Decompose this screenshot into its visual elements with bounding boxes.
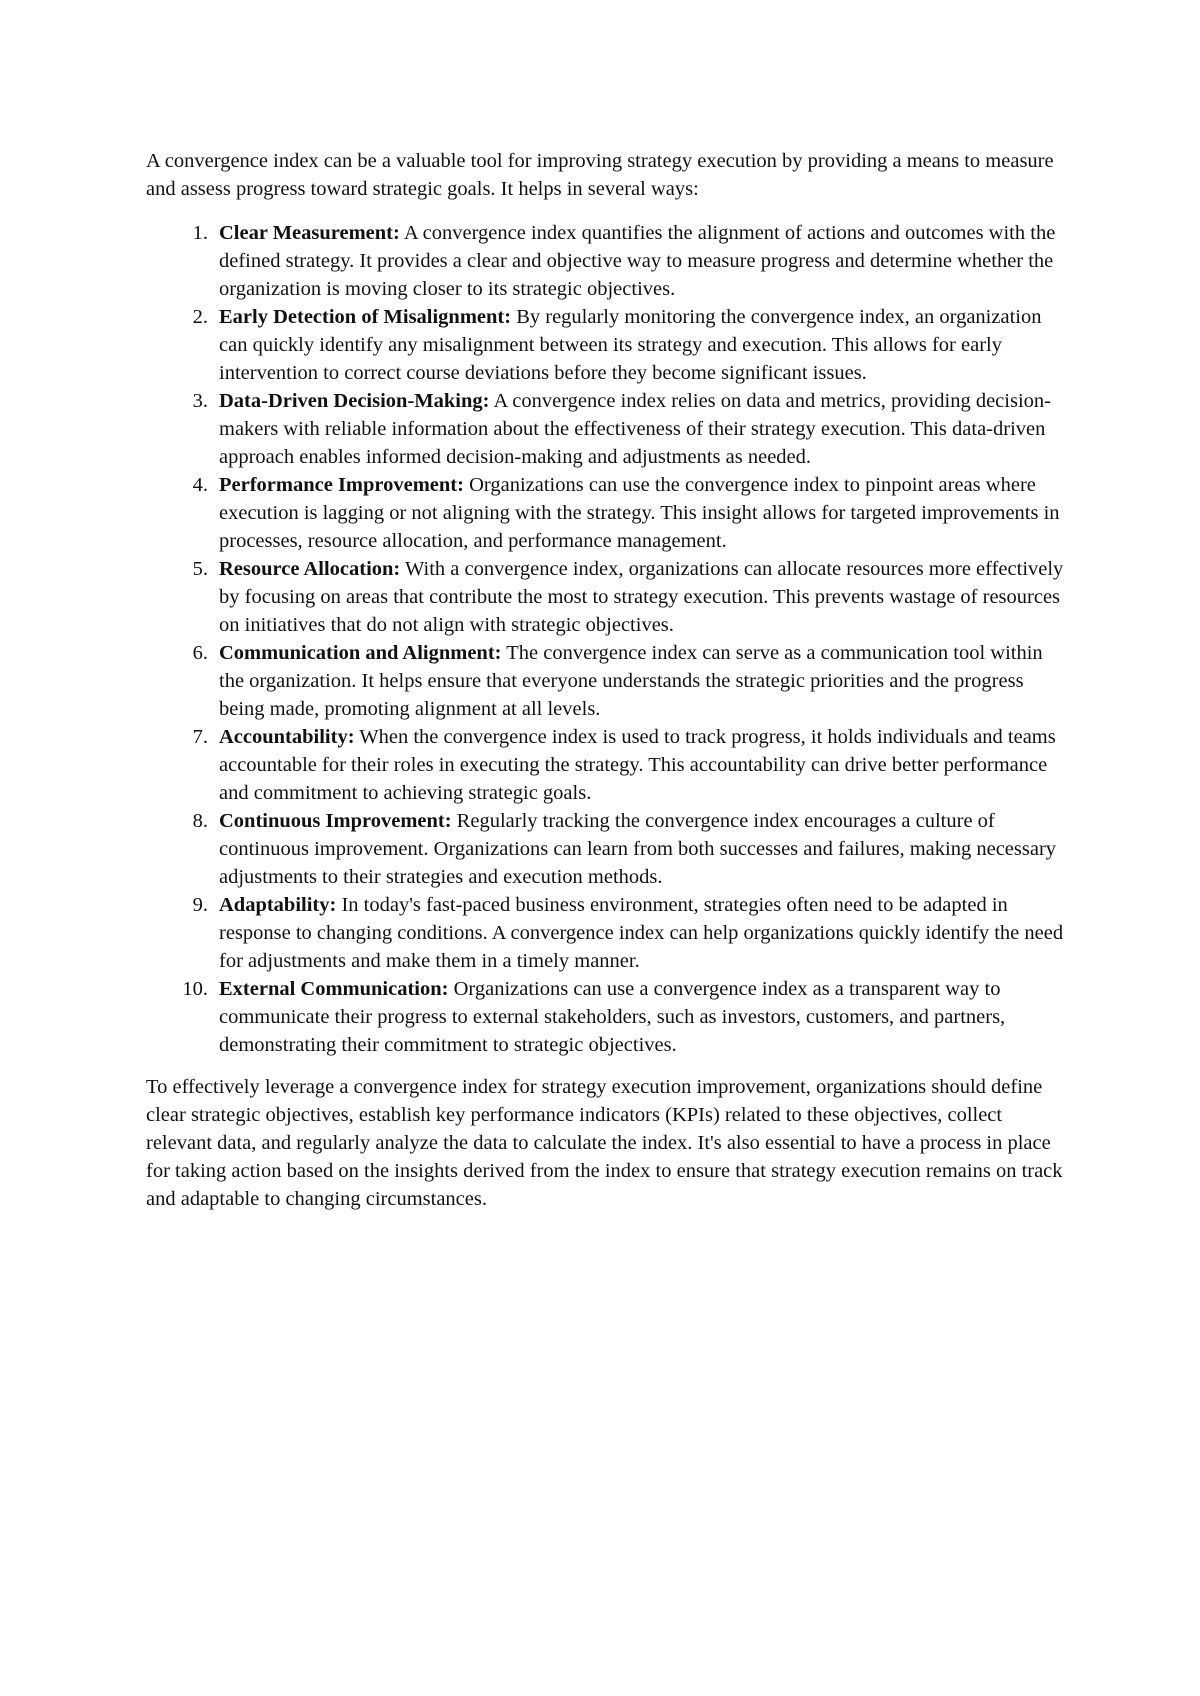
list-item-text: With a convergence index, organizations can allocate resources more effectively by focusing on areas that contribute the most to strategy execution. This prevents wastage of resources on initiatives that do not align with strategic objectives. bbox=[219, 558, 1064, 636]
list-item bbox=[146, 555, 1066, 639]
document-body bbox=[146, 147, 1066, 1213]
list-item-number: 10. bbox=[182, 978, 208, 1000]
list-item bbox=[146, 975, 1066, 1059]
list-item bbox=[146, 807, 1066, 891]
list-item-title: Data-Driven Decision-Making: bbox=[219, 390, 490, 412]
list-item-text: When the convergence index is used to track progress, it holds individuals and teams accountable for their roles in executing the strategy. This accountability can drive better performance and commitment to achieving strategic goals. bbox=[219, 726, 1056, 804]
list-item-number: 3. bbox=[192, 390, 208, 412]
list-item bbox=[146, 639, 1066, 723]
list-item-number: 2. bbox=[192, 306, 208, 328]
list-item-number: 1. bbox=[192, 222, 208, 244]
list-item-text: Organizations can use the convergence index to pinpoint areas where execution is lagging or not aligning with the strategy. This insight allows for targeted improvements in processes, resource allocation, and performance management. bbox=[219, 474, 1060, 552]
list-item-number: 6. bbox=[192, 642, 208, 664]
list-item bbox=[146, 891, 1066, 975]
list-item-title: External Communication: bbox=[219, 978, 449, 1000]
list-item-title: Accountability: bbox=[219, 726, 355, 748]
list-item-text: Regularly tracking the convergence index encourages a culture of continuous improvement. Organizations can learn from both successes and failures, making necessary adjustments to their strategies and execution methods. bbox=[219, 810, 1057, 888]
list-item-number: 7. bbox=[192, 726, 208, 748]
list-item-title: Communication and Alignment: bbox=[219, 642, 502, 664]
list-item-title: Clear Measurement: bbox=[219, 222, 400, 244]
list-item bbox=[146, 303, 1066, 387]
list-item-text: A convergence index quantifies the alignment of actions and outcomes with the defined strategy. It provides a clear and objective way to measure progress and determine whether the organization is moving closer to its strategic objectives. bbox=[219, 222, 1056, 300]
list-item-number: 8. bbox=[192, 810, 208, 832]
list-item-text: The convergence index can serve as a communication tool within the organization. It helps ensure that everyone understands the strategic priorities and the progress being made, promoting alignment at all levels. bbox=[219, 642, 1043, 720]
list-item-title: Continuous Improvement: bbox=[219, 810, 452, 832]
list-item-title: Early Detection of Misalignment: bbox=[219, 306, 512, 328]
list-item-text: In today's fast-paced business environment, strategies often need to be adapted in response to changing conditions. A convergence index can help organizations quickly identify the need for adjustments and make them in a timely manner. bbox=[219, 894, 1064, 972]
list-item-number: 9. bbox=[192, 894, 208, 916]
list-item bbox=[146, 387, 1066, 471]
intro-paragraph: A convergence index can be a valuable tool for improving strategy execution by providing a means to measure and assess progress toward strategic goals. It helps in several ways: bbox=[146, 150, 1054, 200]
closing-paragraph: To effectively leverage a convergence index for strategy execution improvement, organizations should define clear strategic objectives, establish key performance indicators (KPIs) related to these objectives, collect relevant data, and regularly analyze the data to calculate the index. It's also essential to have a process in place for taking action based on the insights derived from the index to ensure that strategy execution remains on track and adaptable to changing circumstances. bbox=[146, 1076, 1063, 1210]
list-item-text: By regularly monitoring the convergence index, an organization can quickly identify any misalignment between its strategy and execution. This allows for early intervention to correct course deviations before they become significant issues. bbox=[219, 306, 1042, 384]
list-item-number: 5. bbox=[192, 558, 208, 580]
list-item-text: Organizations can use a convergence index as a transparent way to communicate their progress to external stakeholders, such as investors, customers, and partners, demonstrating their commitment to strategic objectives. bbox=[219, 978, 1006, 1056]
list-item bbox=[146, 471, 1066, 555]
list-item-title: Performance Improvement: bbox=[219, 474, 464, 496]
list-item-text: A convergence index relies on data and metrics, providing decision-makers with reliable information about the effectiveness of their strategy execution. This data-driven approach enables informed decision-making and adjustments as needed. bbox=[219, 390, 1051, 468]
numbered-list bbox=[146, 219, 1066, 1059]
list-item-title: Resource Allocation: bbox=[219, 558, 401, 580]
list-item-title: Adaptability: bbox=[219, 894, 337, 916]
list-item bbox=[146, 219, 1066, 303]
list-item-number: 4. bbox=[192, 474, 208, 496]
list-item bbox=[146, 723, 1066, 807]
